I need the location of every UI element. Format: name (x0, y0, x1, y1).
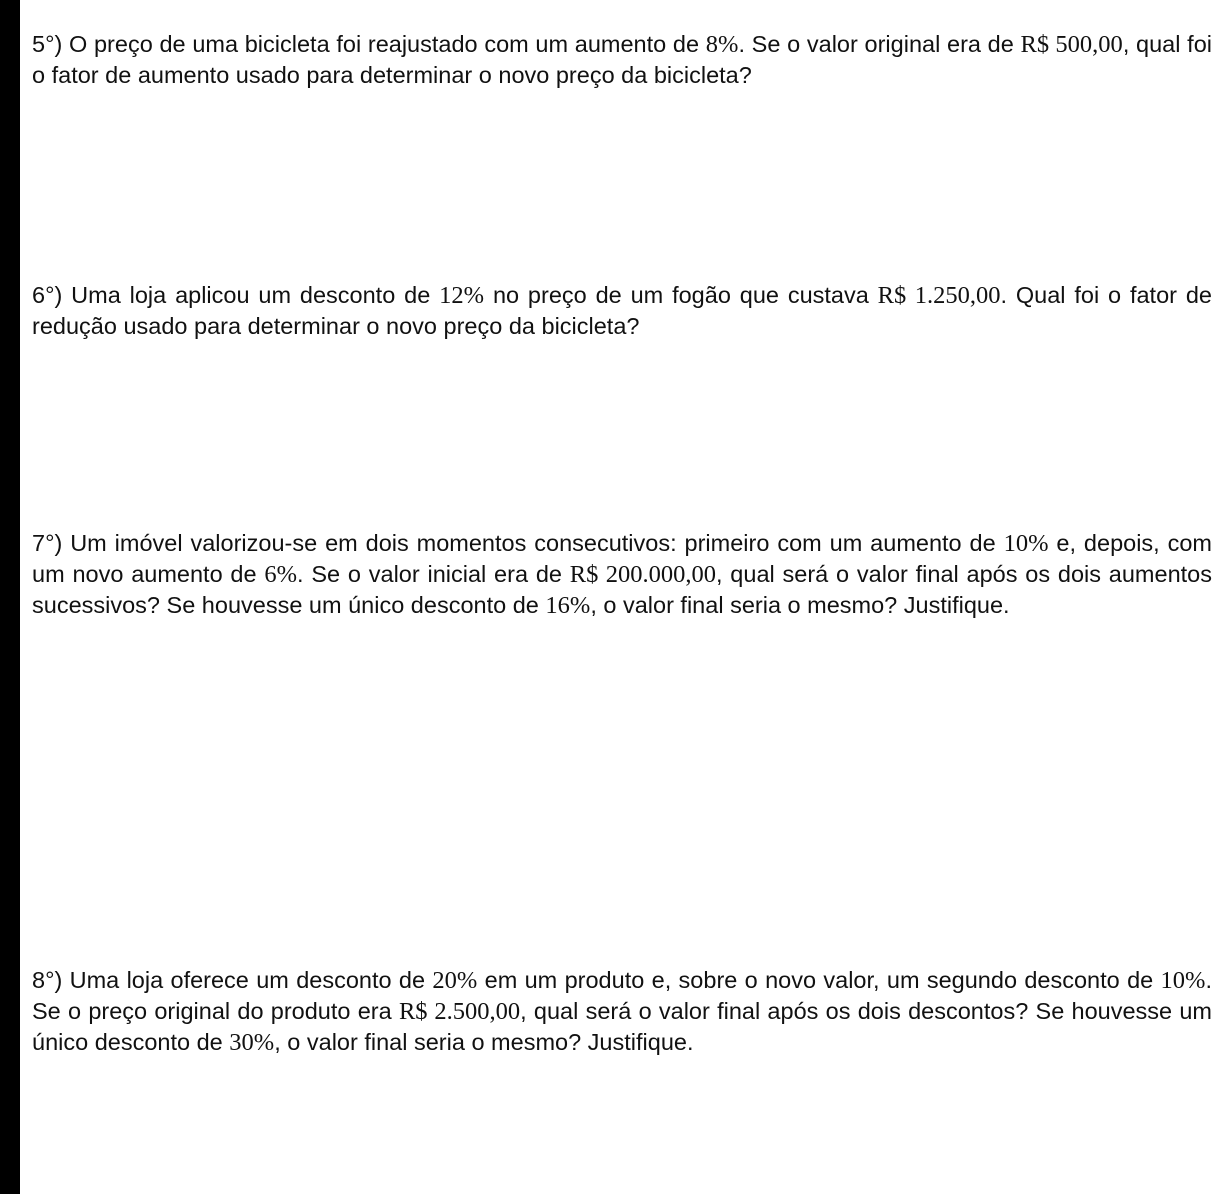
question-number: 6°) (32, 282, 63, 308)
percentage-value: 30% (229, 1029, 275, 1056)
percentage-value: 10% (1003, 530, 1049, 557)
question-text: Uma loja aplicou um desconto de (62, 282, 440, 308)
question-text: , o valor final seria o mesmo? Justifique. (590, 592, 1010, 618)
percentage-value: 20% (432, 967, 478, 994)
question-text: e, depois, com um novo aumento de (32, 530, 1213, 587)
question-text: , qual será o valor final após os dois descontos? Se houvesse um único desconto de (32, 998, 1213, 1055)
question-text: . Se o valor original era de (738, 31, 1021, 57)
question-number: 5°) (32, 31, 63, 57)
question-8 (32, 965, 1212, 1058)
question-text: . Se o preço original do produto era (32, 967, 1212, 1024)
question-text: em um produto e, sobre o novo valor, um segundo desconto de (477, 967, 1161, 993)
question-6 (32, 280, 1212, 341)
question-5 (32, 29, 1212, 90)
percentage-value: 8% (705, 31, 739, 58)
percentage-value: 6% (264, 561, 298, 588)
question-text: O preço de uma bicicleta foi reajustado com um aumento de (62, 31, 706, 57)
question-text: , qual foi o fator de aumento usado para determinar o novo preço da bicicleta? (32, 31, 1212, 88)
currency-value: R$ 200.000,00 (569, 561, 716, 588)
left-margin-bar (0, 0, 20, 1194)
percentage-value: 10% (1160, 967, 1206, 994)
percentage-value: 16% (545, 592, 591, 619)
currency-value: R$ 1.250,00 (877, 282, 1001, 309)
currency-value: R$ 500,00 (1020, 31, 1123, 58)
question-text: Um imóvel valorizou-se em dois momentos consecutivos: primeiro com um aumento de (62, 530, 1004, 556)
percentage-value: 12% (439, 282, 485, 309)
question-number: 8°) (32, 967, 63, 993)
question-text: no preço de um fogão que custava (484, 282, 878, 308)
question-7 (32, 528, 1212, 621)
question-text: , qual será o valor final após os dois aumentos sucessivos? Se houvesse um único desconto de (32, 561, 1212, 618)
question-text: , o valor final seria o mesmo? Justifique. (274, 1029, 694, 1055)
question-text: Uma loja oferece um desconto de (62, 967, 433, 993)
question-text: . Qual foi o fator de redução usado para determinar o novo preço da bicicleta? (32, 282, 1212, 339)
question-text: . Se o valor inicial era de (297, 561, 570, 587)
question-number: 7°) (32, 530, 63, 556)
currency-value: R$ 2.500,00 (398, 998, 521, 1025)
